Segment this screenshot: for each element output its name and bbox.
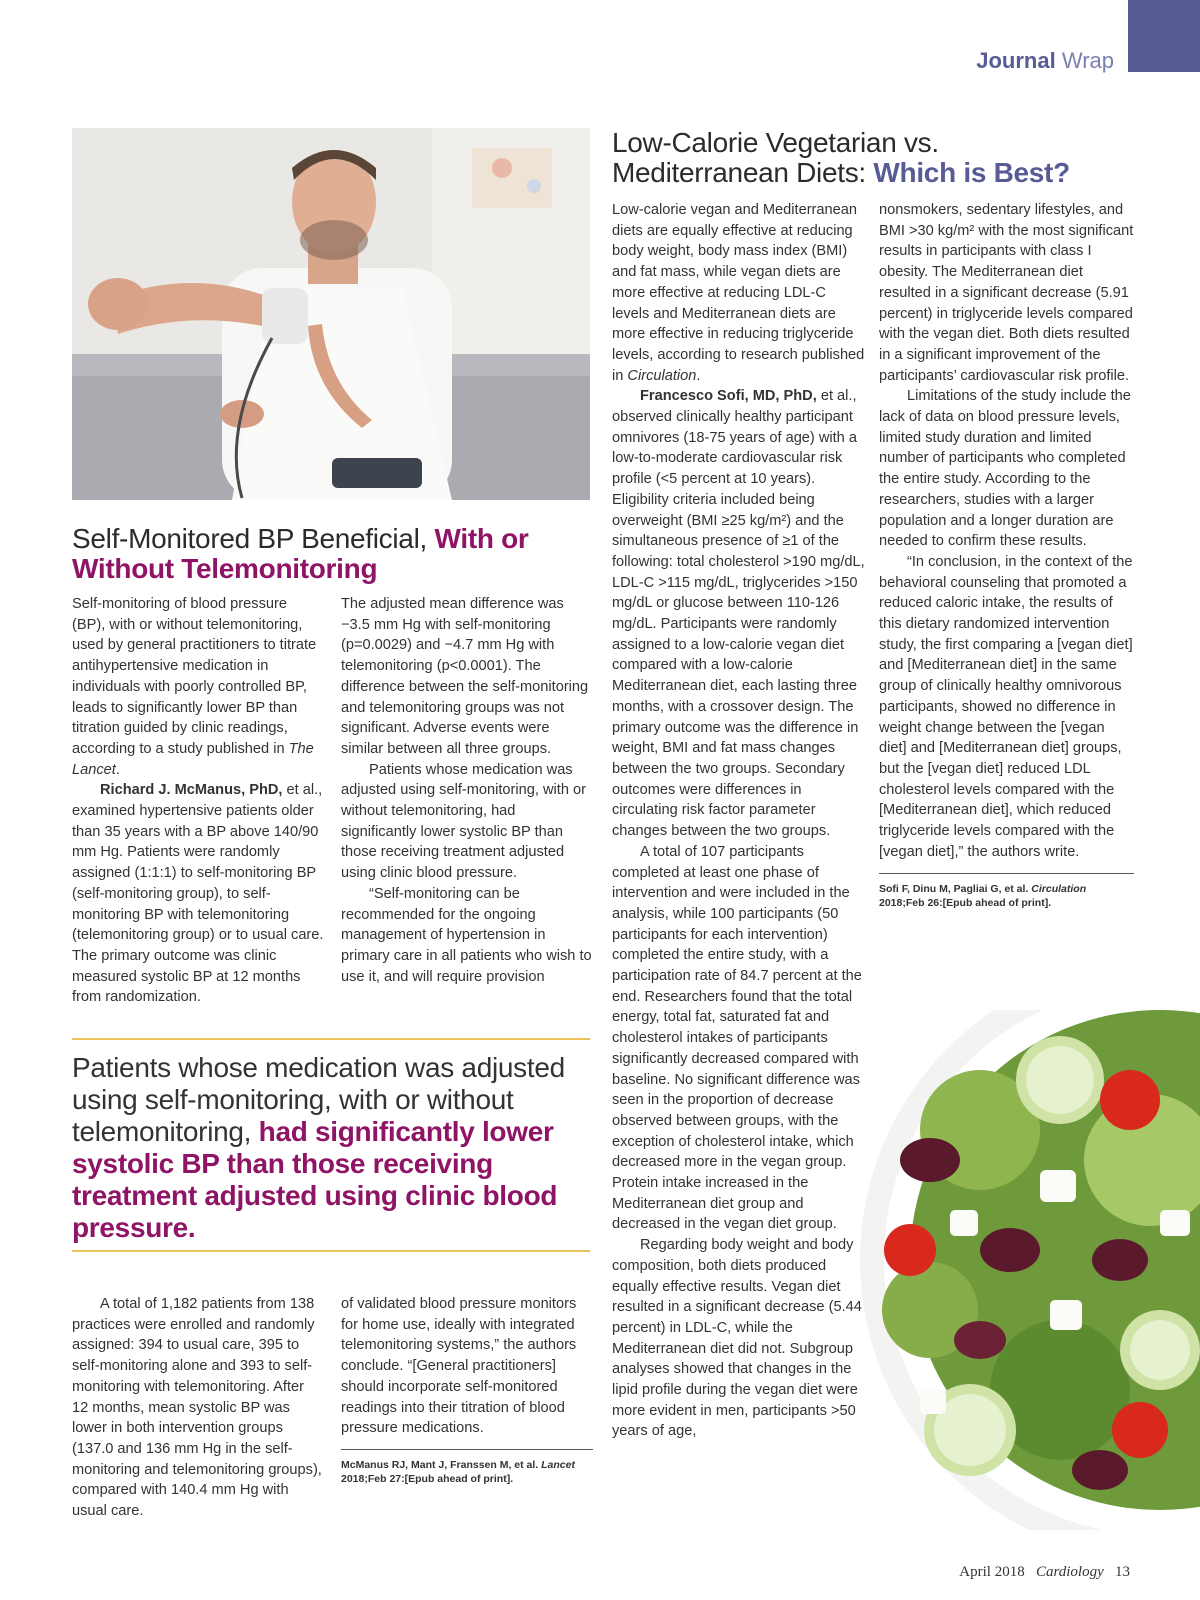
article2-reference <box>879 882 1134 910</box>
article2-col2-paragraph-3: “In conclusion, in the context of the behavioral counseling that promoted a reduced caloric intake, the results of this dietary randomized intervention study, the first comparing a [vegan diet] and [Mediterranean diet] in the same group of clinically healthy omnivorous participants, showed no difference in weight change between the [vegan diet] and [Mediterranean diet] groups, but the [vegan diet] reduced LDL cholesterol levels compared with the [Mediterranean diet], which reduced triglyceride levels compared with the [vegan diet],” the authors write. <box>879 553 1133 860</box>
article1-reference-authors: McManus RJ, Mant J, Franssen M, et al. <box>341 1458 542 1471</box>
article1-col2-paragraph-3: “Self-monitoring can be recommended for the ongoing management of hypertension in primary care in all patients who wish to use it, and will require provision <box>341 885 592 985</box>
article2-headline-line2: Mediterranean Diets: <box>612 157 874 188</box>
section-tab <box>1128 0 1200 72</box>
pullquote-plain: Patients whose medication was adjusted using self-monitoring, with or without telemonitoring, <box>72 1052 565 1147</box>
article1-reference-rule <box>341 1449 593 1450</box>
article2-reference-rest: 2018;Feb 26:[Epub ahead of print]. <box>879 896 1052 909</box>
article1-col3-paragraph: A total of 1,182 patients from 138 practices were enrolled and randomly assigned: 394 to usual care, 395 to self-monitoring alone and 393 to self-monitoring with telemonitoring. After 12 months, mean systolic BP was lower in both intervention groups (137.0 and 136 mm Hg in the self-monitoring and telemonitoring groups), compared with 140.4 mm Hg with usual care. <box>72 1296 322 1520</box>
article1-headline <box>72 524 592 584</box>
article1-column-3 <box>72 1294 324 1522</box>
article1-column-4 <box>341 1294 593 1486</box>
section-label-regular: Wrap <box>1061 48 1114 73</box>
pullquote-top-rule <box>72 1038 590 1040</box>
article2-col2-paragraph-1: nonsmokers, sedentary lifestyles, and BMI >30 kg/m² with the most significant results in participants with class I obesity. The Mediterranean diet resulted in a significant decrease (5.91 percent) in triglyceride levels compared with the vegan diet. Both diets resulted in a significant improvement of the participants’ cardiovascular risk profile. <box>879 202 1134 384</box>
article2-column-2 <box>879 200 1134 910</box>
article1-col4-paragraph: of validated blood pressure monitors for home use, ideally with integrated telemonitoring systems,” the authors conclude. “[General practitioners] should incorporate self-monitored readings into their titration of blood pressure medications. <box>341 1296 577 1437</box>
article1-col2-paragraph-2: Patients whose medication was adjusted using self-monitoring, with or without telemonitoring, had significantly lower systolic BP than those receiving treatment adjusted using clinic blood pressure. <box>341 761 586 882</box>
article1-headline-accent: With or Without Telemonitoring <box>72 523 529 584</box>
article1-col1-p1-end: . <box>115 761 120 778</box>
article2-reference-authors: Sofi F, Dinu M, Pagliai G, et al. <box>879 882 1032 895</box>
section-label <box>900 48 1114 74</box>
article1-col1-p1-text: Self-monitoring of blood pressure (BP), with or without telemonitoring, used by general practitioners to titrate antihypertensive medication in individuals with poorly controlled BP, leads to significantly lower BP than titration guided by clinic readings, according to a study published in <box>72 596 317 757</box>
pullquote-bottom-rule <box>72 1250 590 1252</box>
article1-journal-name: The Lancet <box>72 740 314 778</box>
article1-column-1 <box>72 594 324 1008</box>
pullquote <box>72 1052 590 1244</box>
article1-reference <box>341 1458 593 1486</box>
article2-reference-journal: Circulation <box>1031 882 1087 895</box>
article2-col1-paragraph-3: A total of 107 participants completed at least one phase of intervention and were included in the analysis, while 100 participants (50 participants for each intervention) completed the entire study, with a participation rate of 84.7 percent at the end. Researchers found that the total energy, total fat, saturated fat and cholesterol intakes of participants significantly decreased compared with baseline. No significant difference was seen in the proportion of decrease observed between groups, with the exception of cholesterol intake, which decreased more in the vegan group. Protein intake increased in the Mediterranean diet group and decreased in the vegan diet group. <box>612 843 862 1233</box>
article1-col2-paragraph-1: The adjusted mean difference was −3.5 mm Hg with self-monitoring (p=0.0029) and −4.7 mm Hg with telemonitoring (p<0.0001). The difference between the self-monitoring and telemonitoring groups was not significant. Adverse events were similar between all three groups. <box>341 596 589 757</box>
article2-col1-paragraph-1 <box>612 200 865 386</box>
article2-author: Francesco Sofi, MD, PhD, <box>640 388 817 405</box>
page-footer <box>940 1564 1130 1581</box>
bp-monitoring-photo <box>72 128 590 500</box>
article1-headline-plain: Self-Monitored BP Beneficial, <box>72 523 435 554</box>
article1-author: Richard J. McManus, PhD, <box>100 782 283 799</box>
section-label-bold: Journal <box>976 48 1056 73</box>
footer-date: April 2018 <box>959 1564 1025 1580</box>
article2-reference-rule <box>879 873 1134 874</box>
article2-headline-line1: Low-Calorie Vegetarian vs. <box>612 127 939 158</box>
article1-reference-rest: 2018;Feb 27:[Epub ahead of print]. <box>341 1472 514 1485</box>
article2-col1-p1-end: . <box>696 367 701 384</box>
article2-col1-p2-text: et al., observed clinically healthy participant omnivores (18-75 years of age) with a low-to-moderate cardiovascular risk profile (<5 percent at 10 years). Eligibility criteria included being overweight (BMI ≥25 kg/m²) and the simultaneous presence of ≥1 of the following: total cholesterol >190 mg/dL, LDL-C >115 mg/dL, triglycerides >150 mg/dL or glucose between 110-126 mg/dL. Participants were randomly assigned to a low-calorie vegan diet compared with a low-calorie Mediterranean diet, each lasting three months, with a crossover design. The primary outcome was the difference in weight, BMI and fat mass changes between the two groups. Secondary outcomes were differences in circulating risk factor parameter changes between the two groups. <box>612 388 865 840</box>
footer-magazine: Cardiology <box>1035 1564 1104 1580</box>
article2-headline-accent: Which is Best? <box>873 157 1070 188</box>
article2-column-1 <box>612 200 865 1442</box>
article2-headline <box>612 128 1192 188</box>
article2-journal-name: Circulation <box>627 367 697 384</box>
article1-col1-paragraph-1 <box>72 594 324 780</box>
pullquote-accent: had significantly lower systolic BP than those receiving treatment adjusted using clinic blood pressure. <box>72 1116 558 1243</box>
article1-col1-p2-text: et al., examined hypertensive patients older than 35 years with a BP above 140/90 mm Hg. Patients were randomly assigned (1:1:1) to self-monitoring BP (self-monitoring group), to self-monitoring BP with telemonitoring (telemonitoring group) or to usual care. The primary outcome was clinic measured systolic BP at 12 months from randomization. <box>72 782 324 1006</box>
salad-bowl-photo <box>860 1010 1200 1530</box>
article2-col1-paragraph-2 <box>612 386 865 841</box>
article1-col1-paragraph-2 <box>72 780 324 1008</box>
article2-col1-paragraph-4: Regarding body weight and body composition, both diets produced equally effective results. Vegan diet resulted in a significant decrease (5.44 percent) in LDL-C, while the Mediterranean diet did not. Subgroup analyses showed that changes in the lipid profile during the vegan diet were more evident in men, participants >50 years of age, <box>612 1237 862 1440</box>
article1-reference-journal: Lancet <box>541 1458 575 1471</box>
article2-col2-paragraph-2: Limitations of the study include the lack of data on blood pressure levels, limited study duration and limited number of participants who completed the entire study. According to the researchers, studies with a larger population and a longer duration are needed to confirm these results. <box>879 388 1131 550</box>
article1-column-2 <box>341 594 593 987</box>
page-number: 13 <box>1115 1564 1130 1580</box>
article2-col1-p1-text: Low-calorie vegan and Mediterranean diets are equally effective at reducing body weight, body mass index (BMI) and fat mass, while vegan diets are more effective at reducing LDL-C levels and Mediterranean diets are more effective in reducing triglyceride levels, according to research published in <box>612 202 865 384</box>
